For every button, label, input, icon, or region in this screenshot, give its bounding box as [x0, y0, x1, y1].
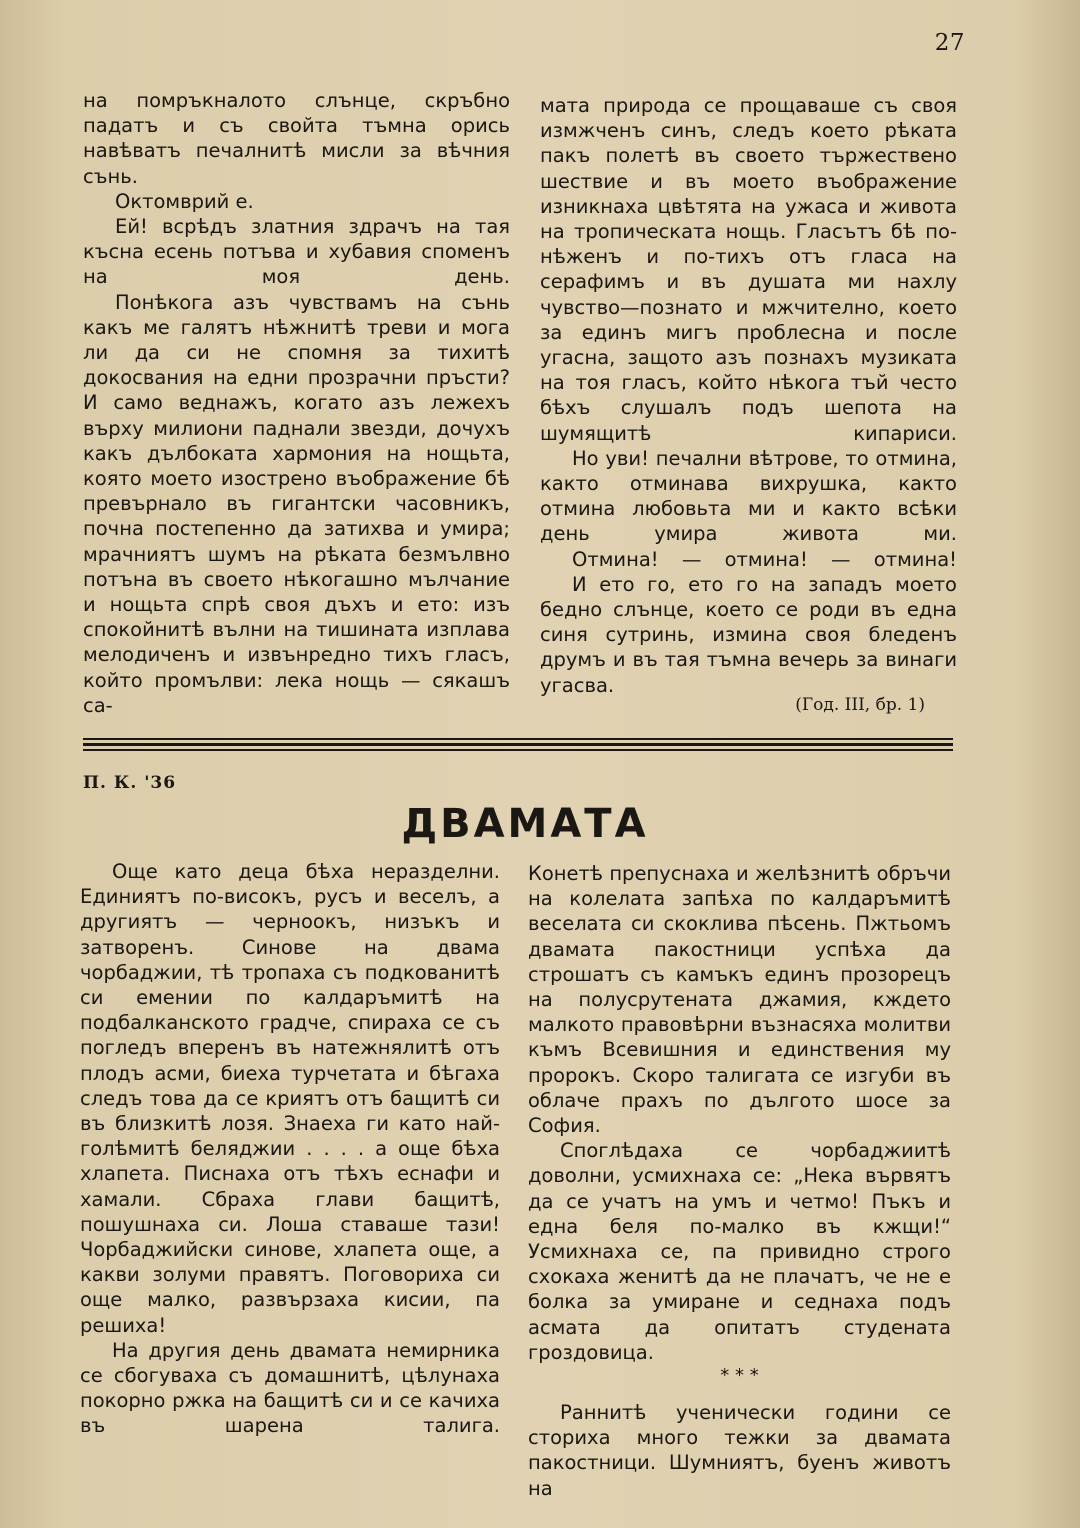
article-left-column: [80, 859, 500, 1439]
article-title: ДВАМАТА: [401, 801, 649, 847]
paragraph: Конетѣ препуснаха и желѣзнитѣ обръчи на колелата запѣха по калдаръмитѣ веселата си скоклива пѣсень. Пжтьомъ двамата пакостници успѣха да строшатъ съ камъкъ единъ прозорецъ на полусрутената джамия, кждето малкото правовѣрни възнасяха молитви къмъ Всевишния и единствения му пророкъ. Скоро талигата се изгуби въ облаче прахъ по дългото шосе за София.: [528, 862, 951, 1138]
previous-article-left-column: [83, 88, 510, 718]
paragraph: Ей! всрѣдъ златния здрачъ на тая късна есень потъва и хубавия споменъ на моя день.: [83, 215, 510, 289]
paragraph: Още като деца бѣха неразделни. Единиятъ по-високъ, русъ и веселъ, а другиятъ — черноокъ, низъкъ и затворенъ. Синове на двама чорбаджии, тѣ тропаха съ подкованитѣ си емении по калдаръмитѣ на подбалканското градче, спираха се съ погледъ вперенъ въ натежнялитѣ отъ плодъ асми, биеха турчетата и бѣгаха следъ това да се криятъ отъ бащитѣ си въ близкитѣ лозя. Знаеха ги като най-голѣмитѣ беляджии . . . . а още бѣха хлапета. Писнаха отъ тѣхъ еснафи и хамали. Сбраха глави бащитѣ, пошушнаха си. Лоша ставаше тази! Чорбаджийски синове, хлапета още, а какви золуми правятъ. Поговориха си още малко, развързаха кисии, па решиха!: [80, 860, 500, 1337]
article-author: П. К. '36: [83, 773, 177, 793]
paragraph: На другия день двамата немирника се сбогуваха съ домашнитѣ, цѣлунаха покорно ржка на бащитѣ си и се качиха въ шарена талига.: [80, 1338, 500, 1438]
paragraph: Понѣкога азъ чувствамъ на сънь какъ ме галятъ нѣжнитѣ треви и мога ли да си не спомня за тихитѣ докосвания на едни прозрачни пръсти? И само веднажъ, когато азъ лежехъ върху милиони паднали звезди, дочухъ какъ дълбоката хармония на нощьта, която моето изострено въображение бѣ превърнало въ гигантски часовникъ, почна постепенно да затихва и умира; мрачниятъ шумъ на рѣката безмълвно потъна въ своето нѣкогашно мълчание и нощьта спрѣ своя дъхъ и ето: изъ спокойнитѣ вълни на тишината изплава мелодиченъ и извънредно тихъ гласъ, който промълви: лека нощь — сякашъ са-: [83, 290, 510, 717]
paragraph: Но уви! печални вѣтрове, то отмина, както отминава вихрушка, както отмина любовьта ми и както всѣки день умира живота ми.: [540, 446, 957, 546]
paragraph: на помръкналото слънце, скръбно падатъ и съ свойта тъмна орись навѣватъ печалнитѣ мисли за вѣчния сънь.: [83, 89, 510, 188]
previous-article-right-column: [540, 93, 957, 698]
paragraph: Споглѣдаха се чорбаджиитѣ доволни, усмихнаха се: „Нека вървятъ да се учатъ на умъ и четмо! Пъкъ и една беля по-малко въ кжщи!“ Усмихнаха се, па привидно строго схокаха женитѣ да не плачатъ, че не е болка за умиране и седнаха подъ асмата да опитатъ студената гроздовица.: [528, 1139, 951, 1364]
paragraph: Отмина! — отмина! — отмина!: [572, 547, 957, 571]
page-number: 27: [934, 30, 965, 56]
source-reference: (Год. III, бр. 1): [795, 695, 925, 715]
paragraph: мата природа се прощаваше съ своя измжченъ синъ, следъ което рѣката пакъ полетѣ въ своето тържествено шествие и въ моето въображение изникнаха цвѣтята на ужаса и живота на тропическата нощь. Гласътъ бѣ по-нѣженъ и по-тихъ отъ гласа на серафимъ и въ душата ми нахлу чувство—познато и мжчително, което за единъ мигъ проблесна и после угасна, защото азъ познахъ музиката на тоя гласъ, който нѣкога тъй често бѣхъ слушалъ подъ шепота на шумящитѣ кипариси.: [540, 94, 957, 445]
paragraph: Раннитѣ ученически години се сториха много тежки за двамата пакостници. Шумниятъ, буенъ животъ на: [528, 1401, 951, 1500]
section-divider: [83, 738, 953, 752]
section-break-asterism: * * *: [720, 1365, 759, 1387]
article-right-column: [528, 861, 951, 1501]
paragraph: Октомврий е.: [115, 189, 254, 213]
paragraph: И ето го, ето го на западъ моето бедно слънце, което се роди въ една синя сутринь, измина своя бледенъ друмъ и въ тая тъмна вечерь за винаги угасва.: [540, 572, 957, 697]
